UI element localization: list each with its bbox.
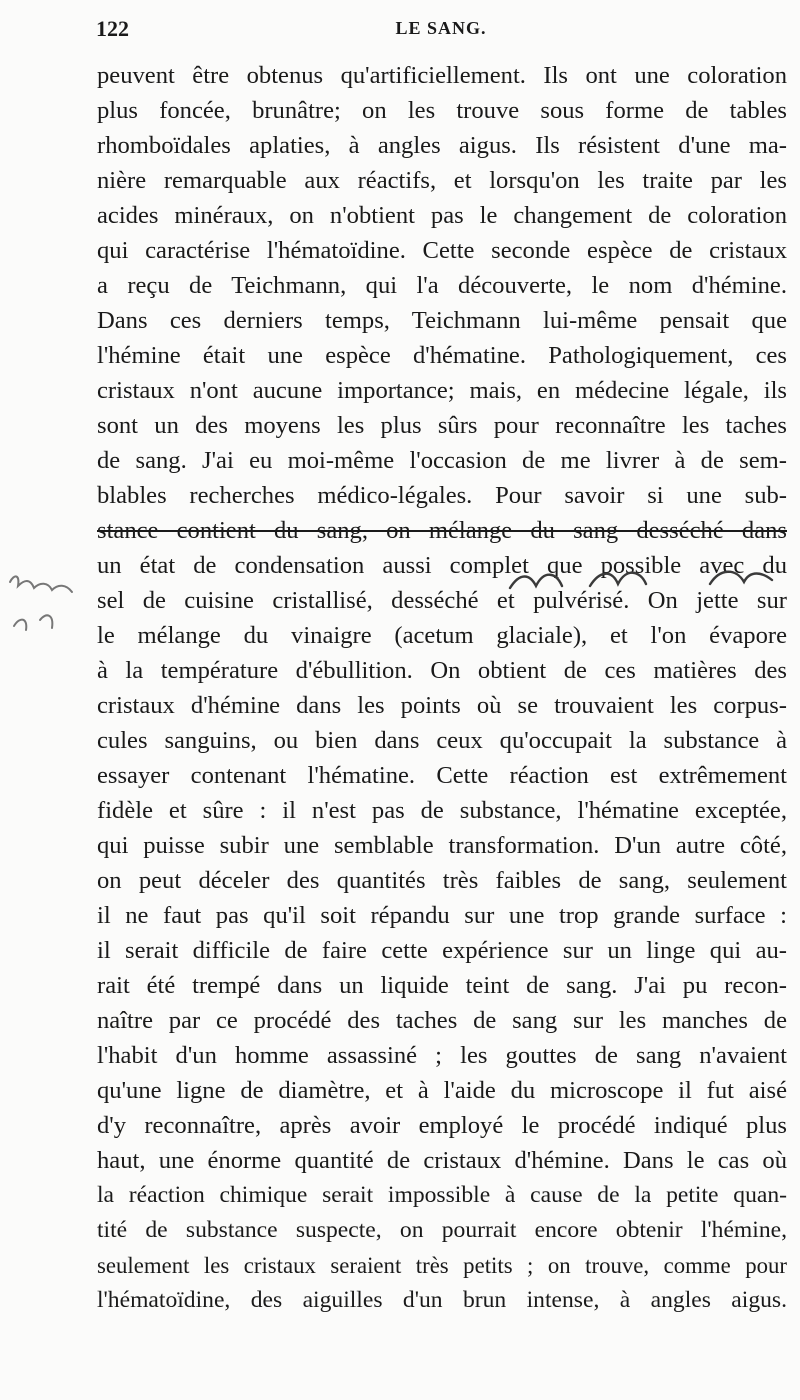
text-line-struck-through: stance contient du sang, on mélange du sang desséché dans: [97, 517, 787, 544]
text-line: sel de cuisine cristallisé, desséché et pulvérisé. On jette sur: [97, 587, 787, 614]
text-line: seulement les cristaux seraient très petits ; on trouve, comme pour: [97, 1253, 787, 1278]
text-line: l'hémine était une espèce d'hématine. Pathologiquement, ces: [97, 342, 787, 369]
text-line: à la température d'ébullition. On obtient de ces matières des: [97, 657, 787, 684]
page-number: 122: [96, 16, 129, 41]
handwritten-margin-scribble: [0, 570, 95, 650]
text-line: nière remarquable aux réactifs, et lorsqu'on les traite par les: [97, 167, 787, 194]
chapter-title: LE SANG.: [395, 18, 487, 38]
text-line: le mélange du vinaigre (acetum glaciale), et l'on évapore: [97, 622, 787, 649]
text-line: l'hématoïdine, des aiguilles d'un brun intense, à angles aigus.: [97, 1287, 787, 1313]
text-line: cristaux n'ont aucune importance; mais, en médecine légale, ils: [97, 377, 787, 404]
text-line: plus foncée, brunâtre; on les trouve sous forme de tables: [97, 97, 787, 124]
text-line: la réaction chimique serait impossible à cause de la petite quan-: [97, 1182, 787, 1208]
text-line: blables recherches médico-légales. Pour savoir si une sub-: [97, 482, 787, 509]
text-line: tité de substance suspecte, on pourrait encore obtenir l'hémine,: [97, 1217, 787, 1243]
text-line: de sang. J'ai eu moi-même l'occasion de me livrer à de sem-: [97, 447, 787, 474]
text-line: essayer contenant l'hématine. Cette réaction est extrêmement: [97, 762, 787, 789]
text-line: Dans ces derniers temps, Teichmann lui-même pensait que: [97, 307, 787, 334]
text-line: rhomboïdales aplaties, à angles aigus. Ils résistent d'une ma-: [97, 132, 787, 159]
text-line: cules sanguins, ou bien dans ceux qu'occupait la substance à: [97, 727, 787, 754]
text-line: naître par ce procédé des taches de sang sur les manches de: [97, 1007, 787, 1034]
text-line: a reçu de Teichmann, qui l'a découverte, le nom d'hémine.: [97, 272, 787, 299]
text-line: on peut déceler des quantités très faibles de sang, seulement: [97, 867, 787, 894]
text-line: un état de condensation aussi complet que possible avec du: [97, 552, 787, 579]
body-text: [97, 58, 787, 1318]
text-line: d'y reconnaître, après avoir employé le procédé indiqué plus: [97, 1112, 787, 1139]
text-line: acides minéraux, on n'obtient pas le changement de coloration: [97, 202, 787, 229]
text-line: il serait difficile de faire cette expérience sur un linge qui au-: [97, 937, 787, 964]
text-line: il ne faut pas qu'il soit répandu sur une trop grande surface :: [97, 902, 787, 929]
text-line: fidèle et sûre : il n'est pas de substance, l'hématine exceptée,: [97, 797, 787, 824]
running-head: [96, 16, 786, 44]
text-line: l'habit d'un homme assassiné ; les gouttes de sang n'avaient: [97, 1042, 787, 1069]
text-line: qui puisse subir une semblable transformation. D'un autre côté,: [97, 832, 787, 859]
handwritten-overwrite-scribble: [500, 560, 780, 600]
text-line: qu'une ligne de diamètre, et à l'aide du microscope il fut aisé: [97, 1077, 787, 1104]
text-line: peuvent être obtenus qu'artificiellement. Ils ont une coloration: [97, 62, 787, 89]
text-line: haut, une énorme quantité de cristaux d'hémine. Dans le cas où: [97, 1147, 787, 1174]
text-line: sont un des moyens les plus sûrs pour reconnaître les taches: [97, 412, 787, 439]
text-line: qui caractérise l'hématoïdine. Cette seconde espèce de cristaux: [97, 237, 787, 264]
text-line: rait été trempé dans un liquide teint de sang. J'ai pu recon-: [97, 972, 787, 999]
text-line: cristaux d'hémine dans les points où se trouvaient les corpus-: [97, 692, 787, 719]
